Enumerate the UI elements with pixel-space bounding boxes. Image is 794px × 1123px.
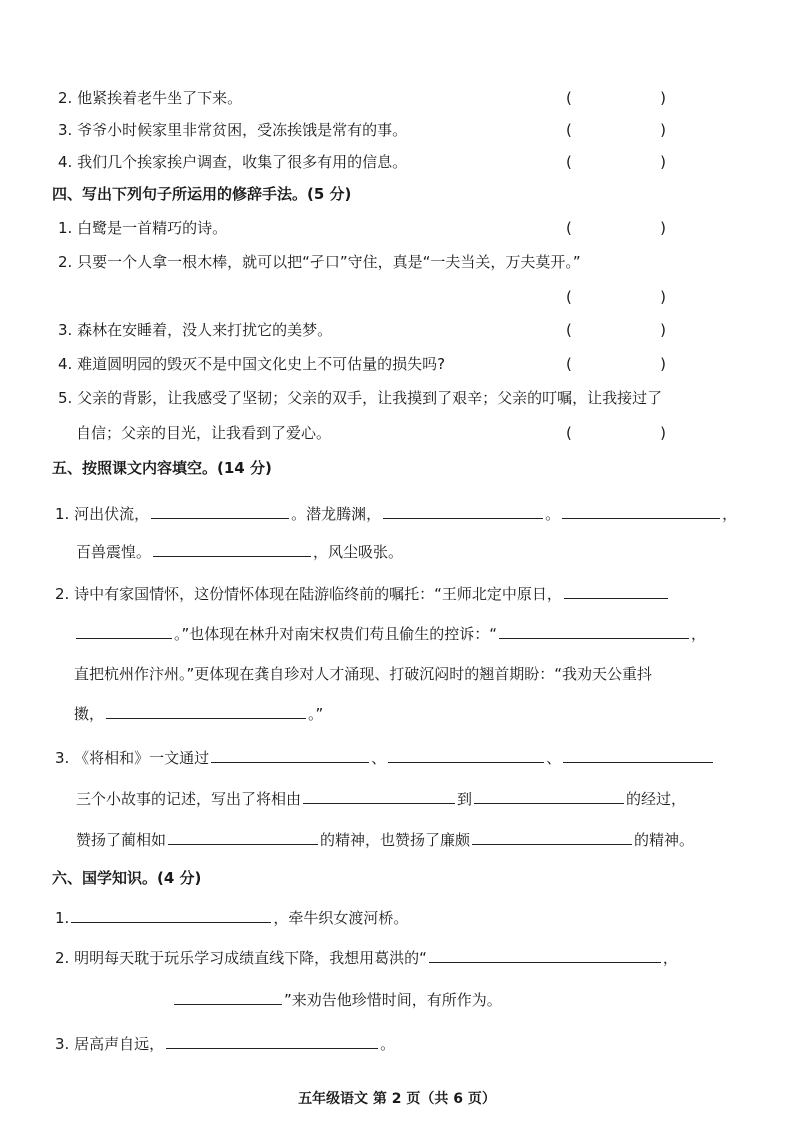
part5-q1-line1: 1. 河出伏流， 。潜龙腾渊， 。 ， (0, 502, 794, 526)
fill-blank[interactable] (168, 828, 318, 845)
part6-q3: 3. 居高声自远， 。 (0, 1032, 794, 1056)
fill-blank[interactable] (472, 828, 632, 845)
part4-item-5-cont: 自信；父亲的目光，让我看到了爱心。 ( ) (0, 421, 794, 445)
fill-blank[interactable] (429, 946, 661, 963)
section-heading-4: 四、写出下列句子所运用的修辞手法。(5 分) (52, 185, 352, 203)
fill-blank[interactable] (499, 622, 689, 639)
fill-blank[interactable] (153, 540, 311, 557)
fill-blank[interactable] (564, 582, 668, 599)
fill-blank[interactable] (151, 502, 289, 519)
fill-blank[interactable] (383, 502, 543, 519)
fill-blank[interactable] (71, 906, 271, 923)
fill-blank[interactable] (388, 746, 544, 763)
fill-blank[interactable] (166, 1032, 378, 1049)
item-text: 3. 爷爷小时候家里非常贫困，受冻挨饿是常有的事。 (58, 121, 408, 139)
part5-q2-line4: 擞， 。” (0, 702, 794, 726)
part4-item-3: 3. 森林在安睡着，没人来打扰它的美梦。 ( ) (0, 318, 794, 342)
item-text: 4. 难道圆明园的毁灭不是中国文化史上不可估量的损失吗? (58, 355, 446, 373)
part5-q3-line2: 三个小故事的记述，写出了将相由 到 的经过， (0, 787, 794, 811)
item-text: 5. 父亲的背影，让我感受了坚韧；父亲的双手，让我摸到了艰辛；父亲的叮嘱，让我接过了 (58, 389, 663, 407)
item-text: 自信；父亲的目光，让我看到了爱心。 (76, 424, 332, 442)
fill-blank[interactable] (562, 502, 720, 519)
item-text: 1. 白鹭是一首精巧的诗。 (58, 219, 228, 237)
part3-item-2: 2. 他紧挨着老牛坐了下来。 ( ) (0, 86, 794, 110)
part4-item-5 (0, 386, 794, 410)
part5-q3-line1: 3. 《将相和》一文通过 、 、 (0, 746, 794, 770)
fill-blank[interactable] (76, 622, 172, 639)
part4-item-2-answer: ( ) (566, 288, 666, 306)
part4-item-1: 1. 白鹭是一首精巧的诗。 ( ) (0, 216, 794, 240)
item-text: 2. 他紧挨着老牛坐了下来。 (58, 89, 243, 107)
item-text: 2. 只要一个人拿一根木棒，就可以把“孑口”守住，真是“一夫当关，万夫莫开。” (58, 253, 581, 271)
part4-item-2 (0, 250, 794, 274)
part5-q1-line2: 百兽震惶。 ，风尘吸张。 (0, 540, 794, 564)
part5-q3-line3: 赞扬了蔺相如 的精神，也赞扬了廉颇 的精神。 (0, 828, 794, 852)
part4-item-4: 4. 难道圆明园的毁灭不是中国文化史上不可估量的损失吗? ( ) (0, 352, 794, 376)
fill-blank[interactable] (563, 746, 713, 763)
part6-q1: 1. ，牵牛织女渡河桥。 (0, 906, 794, 930)
fill-blank[interactable] (106, 702, 306, 719)
fill-blank[interactable] (474, 787, 624, 804)
part3-item-3: 3. 爷爷小时候家里非常贫困，受冻挨饿是常有的事。 ( ) (0, 118, 794, 142)
page-footer: 五年级语文 第 2 页（共 6 页） (298, 1091, 496, 1107)
item-text: 3. 森林在安睡着，没人来打扰它的美梦。 (58, 321, 333, 339)
part3-item-4: 4. 我们几个挨家挨户调查，收集了很多有用的信息。 ( ) (0, 150, 794, 174)
fill-blank[interactable] (303, 787, 455, 804)
part5-q2-line3: 直把杭州作汴州。”更体现在龚自珍对人才涌现、打破沉闷时的翘首期盼：“我劝天公重抖 (74, 665, 653, 683)
fill-blank[interactable] (211, 746, 369, 763)
part6-q2-line1: 2. 明明每天耽于玩乐学习成绩直线下降，我想用葛洪的“ ， (0, 946, 794, 970)
section-heading-6: 六、国学知识。(4 分) (52, 869, 202, 887)
fill-blank[interactable] (174, 988, 282, 1005)
section-heading-5: 五、按照课文内容填空。(14 分) (52, 459, 272, 477)
part5-q2-line1: 2. 诗中有家国情怀，这份情怀体现在陆游临终前的嘱托：“王师北定中原日， (0, 582, 794, 606)
part6-q2-line2: ”来劝告他珍惜时间，有所作为。 (0, 988, 794, 1012)
item-text: 4. 我们几个挨家挨户调查，收集了很多有用的信息。 (58, 153, 408, 171)
part5-q2-line2: 。”也体现在林升对南宋权贵们苟且偷生的控诉：“ ， (0, 622, 794, 646)
